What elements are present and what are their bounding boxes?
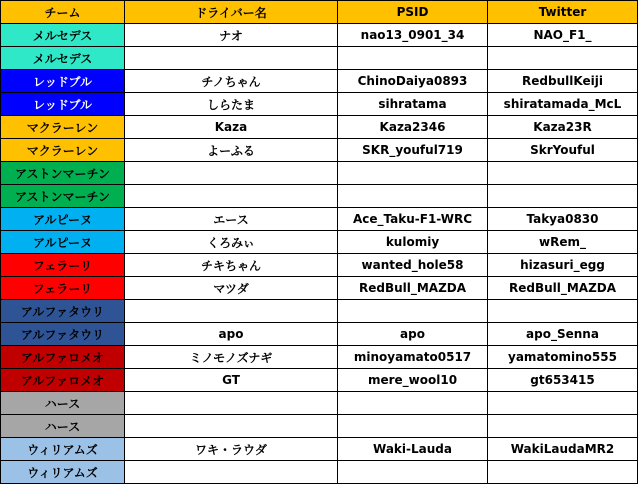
- psid-cell[interactable]: Ace_Taku-F1-WRC: [338, 208, 488, 231]
- psid-cell[interactable]: apo: [338, 323, 488, 346]
- twitter-cell[interactable]: RedBull_MAZDA: [488, 277, 638, 300]
- team-cell[interactable]: メルセデス: [1, 47, 125, 70]
- twitter-cell[interactable]: [488, 300, 638, 323]
- header-row: [1, 1, 638, 24]
- driver-name-cell[interactable]: チノちゃん: [125, 70, 338, 93]
- psid-cell[interactable]: [338, 300, 488, 323]
- table-row: [1, 277, 638, 300]
- table-row: [1, 70, 638, 93]
- psid-cell[interactable]: [338, 185, 488, 208]
- psid-cell[interactable]: mere_wool10: [338, 369, 488, 392]
- psid-cell[interactable]: [338, 47, 488, 70]
- driver-name-cell[interactable]: ナオ: [125, 24, 338, 47]
- team-cell[interactable]: ウィリアムズ: [1, 461, 125, 484]
- twitter-cell[interactable]: [488, 47, 638, 70]
- table-row: [1, 162, 638, 185]
- psid-cell[interactable]: ChinoDaiya0893: [338, 70, 488, 93]
- table-row: [1, 438, 638, 461]
- twitter-cell[interactable]: [488, 415, 638, 438]
- team-cell[interactable]: アルファタウリ: [1, 323, 125, 346]
- driver-name-cell[interactable]: Kaza: [125, 116, 338, 139]
- header-cell-driver[interactable]: ドライバー名: [125, 1, 338, 24]
- psid-cell[interactable]: minoyamato0517: [338, 346, 488, 369]
- table-row: [1, 139, 638, 162]
- team-cell[interactable]: アルピーヌ: [1, 231, 125, 254]
- team-cell[interactable]: メルセデス: [1, 24, 125, 47]
- twitter-cell[interactable]: [488, 162, 638, 185]
- team-cell[interactable]: アルファロメオ: [1, 346, 125, 369]
- twitter-cell[interactable]: [488, 461, 638, 484]
- team-cell[interactable]: アルファタウリ: [1, 300, 125, 323]
- twitter-cell[interactable]: Takya0830: [488, 208, 638, 231]
- twitter-cell[interactable]: wRem_: [488, 231, 638, 254]
- table-row: [1, 231, 638, 254]
- psid-cell[interactable]: Waki-Lauda: [338, 438, 488, 461]
- header-cell-psid[interactable]: PSID: [338, 1, 488, 24]
- team-cell[interactable]: マクラーレン: [1, 116, 125, 139]
- table-row: [1, 93, 638, 116]
- psid-cell[interactable]: nao13_0901_34: [338, 24, 488, 47]
- header-cell-team[interactable]: チーム: [1, 1, 125, 24]
- driver-name-cell[interactable]: マツダ: [125, 277, 338, 300]
- table-row: [1, 392, 638, 415]
- twitter-cell[interactable]: yamatomino555: [488, 346, 638, 369]
- psid-cell[interactable]: RedBull_MAZDA: [338, 277, 488, 300]
- twitter-cell[interactable]: SkrYouful: [488, 139, 638, 162]
- table-row: [1, 208, 638, 231]
- team-cell[interactable]: ハース: [1, 415, 125, 438]
- team-cell[interactable]: アストンマーチン: [1, 162, 125, 185]
- driver-name-cell[interactable]: [125, 415, 338, 438]
- driver-name-cell[interactable]: [125, 47, 338, 70]
- twitter-cell[interactable]: WakiLaudaMR2: [488, 438, 638, 461]
- driver-name-cell[interactable]: [125, 300, 338, 323]
- table-row: [1, 24, 638, 47]
- driver-name-cell[interactable]: くろみぃ: [125, 231, 338, 254]
- driver-name-cell[interactable]: しらたま: [125, 93, 338, 116]
- table-row: [1, 369, 638, 392]
- psid-cell[interactable]: [338, 392, 488, 415]
- driver-name-cell[interactable]: GT: [125, 369, 338, 392]
- driver-name-cell[interactable]: [125, 162, 338, 185]
- psid-cell[interactable]: [338, 415, 488, 438]
- twitter-cell[interactable]: NAO_F1_: [488, 24, 638, 47]
- twitter-cell[interactable]: apo_Senna: [488, 323, 638, 346]
- psid-cell[interactable]: wanted_hole58: [338, 254, 488, 277]
- driver-name-cell[interactable]: ミノモノズナギ: [125, 346, 338, 369]
- roster-body: [1, 24, 638, 484]
- team-cell[interactable]: フェラーリ: [1, 277, 125, 300]
- table-row: [1, 47, 638, 70]
- twitter-cell[interactable]: gt653415: [488, 369, 638, 392]
- twitter-cell[interactable]: [488, 185, 638, 208]
- table-row: [1, 185, 638, 208]
- team-cell[interactable]: マクラーレン: [1, 139, 125, 162]
- driver-name-cell[interactable]: チキちゃん: [125, 254, 338, 277]
- psid-cell[interactable]: [338, 162, 488, 185]
- twitter-cell[interactable]: hizasuri_egg: [488, 254, 638, 277]
- driver-name-cell[interactable]: エース: [125, 208, 338, 231]
- twitter-cell[interactable]: RedbullKeiji: [488, 70, 638, 93]
- driver-name-cell[interactable]: [125, 461, 338, 484]
- team-cell[interactable]: アストンマーチン: [1, 185, 125, 208]
- team-cell[interactable]: レッドブル: [1, 70, 125, 93]
- driver-name-cell[interactable]: [125, 185, 338, 208]
- twitter-cell[interactable]: shiratamada_McL: [488, 93, 638, 116]
- team-cell[interactable]: アルピーヌ: [1, 208, 125, 231]
- team-cell[interactable]: アルファロメオ: [1, 369, 125, 392]
- table-row: [1, 415, 638, 438]
- psid-cell[interactable]: [338, 461, 488, 484]
- table-row: [1, 254, 638, 277]
- header-cell-twitter[interactable]: Twitter: [488, 1, 638, 24]
- driver-name-cell[interactable]: [125, 392, 338, 415]
- driver-name-cell[interactable]: ワキ・ラウダ: [125, 438, 338, 461]
- team-cell[interactable]: ハース: [1, 392, 125, 415]
- team-cell[interactable]: フェラーリ: [1, 254, 125, 277]
- psid-cell[interactable]: SKR_youful719: [338, 139, 488, 162]
- table-row: [1, 346, 638, 369]
- driver-name-cell[interactable]: よーふる: [125, 139, 338, 162]
- team-cell[interactable]: レッドブル: [1, 93, 125, 116]
- psid-cell[interactable]: sihratama: [338, 93, 488, 116]
- psid-cell[interactable]: Kaza2346: [338, 116, 488, 139]
- table-row: [1, 461, 638, 484]
- table-row: [1, 116, 638, 139]
- psid-cell[interactable]: kulomiy: [338, 231, 488, 254]
- twitter-cell[interactable]: [488, 392, 638, 415]
- table-row: [1, 323, 638, 346]
- driver-name-cell[interactable]: apo: [125, 323, 338, 346]
- table-row: [1, 300, 638, 323]
- twitter-cell[interactable]: Kaza23R: [488, 116, 638, 139]
- team-cell[interactable]: ウィリアムズ: [1, 438, 125, 461]
